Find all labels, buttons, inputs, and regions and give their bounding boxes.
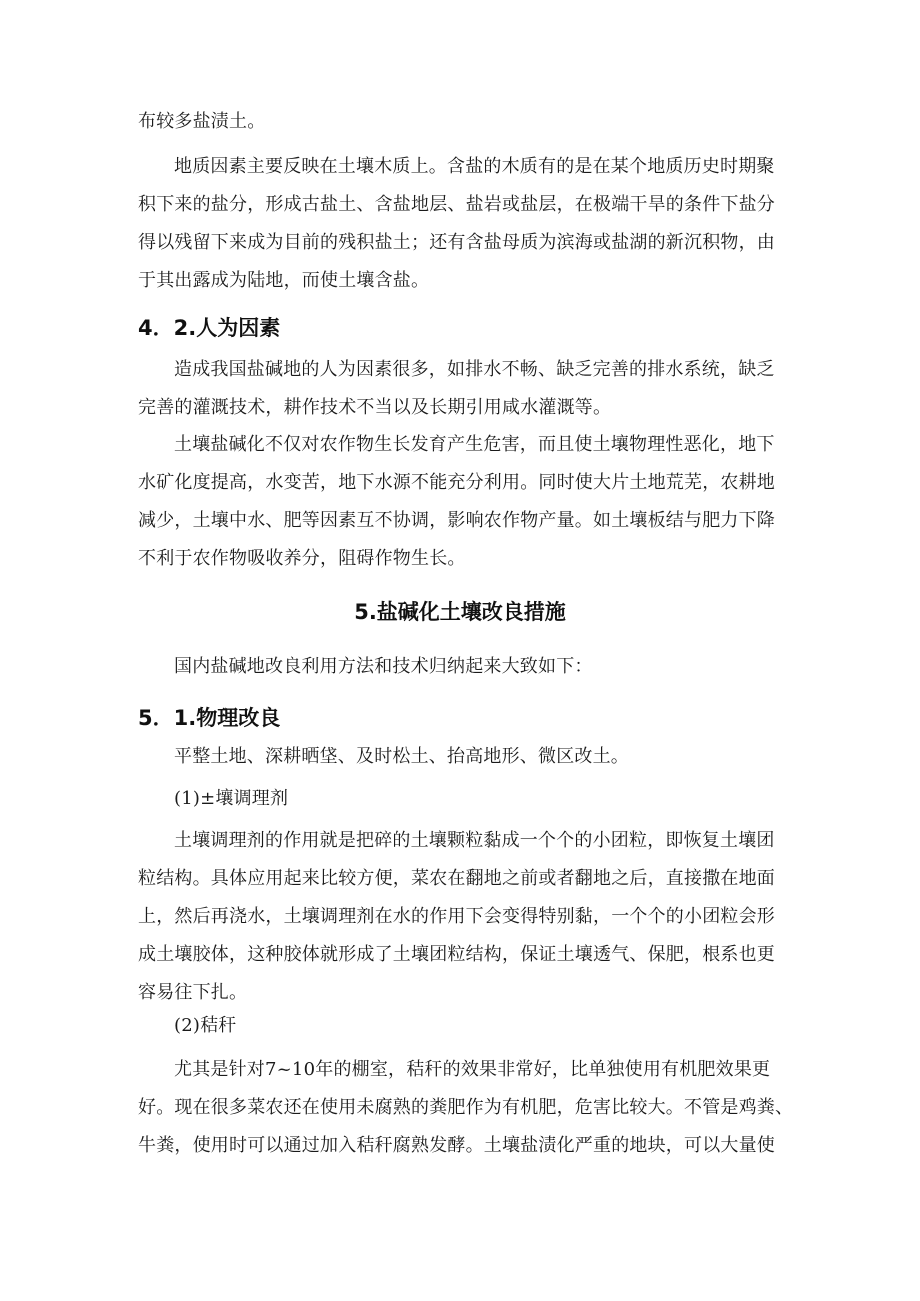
text-line: 完善的灌溉技术，耕作技术不当以及长期引用咸水灌溉等。: [138, 397, 612, 418]
text-line: 尤其是针对7~10年的棚室，秸秆的效果非常好，比单独使用有机肥效果更: [174, 1059, 771, 1080]
text-line: (1)±壤调理剂: [174, 788, 289, 809]
text-line: 得以残留下来成为目前的残积盐土；还有含盐母质为滨海或盐湖的新沉积物，由: [138, 232, 775, 253]
paragraph-intro: [138, 653, 782, 681]
text-line: 水矿化度提高，水变苦，地下水源不能充分利用。同时使大片土地荒芜，农耕地: [138, 472, 775, 493]
text-line: 于其出露成为陆地，而使土壤含盐。: [138, 270, 430, 291]
text-line: 粒结构。具体应用起来比较方便，菜农在翻地之前或者翻地之后，直接撒在地面: [138, 868, 775, 889]
text-line: 造成我国盐碱地的人为因素很多，如排水不畅、缺乏完善的排水系统，缺乏: [174, 359, 775, 380]
text-line: (2)秸秆: [174, 1015, 237, 1036]
paragraph-human-factors: [138, 351, 782, 427]
paragraph-soil-conditioner: [138, 822, 782, 1012]
text-line: 容易往下扎。: [138, 982, 248, 1003]
heading-physical-improvement: 5．1.物理改良: [138, 706, 281, 730]
text-line: 布较多盐渍土。: [138, 111, 266, 132]
text-line: 好。现在很多菜农还在使用未腐熟的粪肥作为有机肥，危害比较大。不管是鸡粪、: [138, 1097, 794, 1118]
paragraph-physical-methods: [138, 743, 782, 771]
paragraph-salinization-effects: [138, 426, 782, 578]
subheading-soil-conditioner: [138, 785, 782, 813]
paragraph-geology: [138, 148, 782, 300]
section-heading-5-1: [138, 703, 782, 733]
heading-improvement-measures: 5.盐碱化土壤改良措施: [354, 600, 566, 624]
text-line: 国内盐碱地改良利用方法和技术归纳起来大致如下：: [174, 656, 593, 677]
section-heading-5: [138, 597, 782, 627]
text-line: 成土壤胶体，这种胶体就形成了土壤团粒结构，保证土壤透气、保肥，根系也更: [138, 944, 775, 965]
text-line: 地质因素主要反映在土壤木质上。含盐的木质有的是在某个地质历史时期聚: [174, 156, 775, 177]
section-heading-4-2: [138, 313, 782, 343]
text-line: 不利于农作物吸收养分，阻碍作物生长。: [138, 548, 466, 569]
text-line: 牛粪，使用时可以通过加入秸秆腐熟发酵。土壤盐渍化严重的地块，可以大量使: [138, 1135, 775, 1156]
text-line: 积下来的盐分，形成古盐土、含盐地层、盐岩或盐层，在极端干旱的条件下盐分: [138, 194, 775, 215]
subheading-straw: [138, 1012, 782, 1040]
paragraph-straw: [138, 1051, 794, 1165]
text-line: 平整土地、深耕晒垡、及时松土、抬高地形、微区改土。: [174, 746, 629, 767]
text-line: 减少，土壤中水、肥等因素互不协调，影响农作物产量。如土壤板结与肥力下降: [138, 510, 775, 531]
text-line: 上，然后再浇水，土壤调理剂在水的作用下会变得特别黏，一个个的小团粒会形: [138, 906, 775, 927]
text-line: 土壤调理剂的作用就是把碎的土壤颗粒黏成一个个的小团粒，即恢复土壤团: [174, 830, 775, 851]
text-line: 土壤盐碱化不仅对农作物生长发育产生危害，而且使土壤物理性恶化，地下: [174, 434, 775, 455]
paragraph-continuation: [138, 108, 782, 136]
heading-human-factors: 4．2.人为因素: [138, 316, 281, 340]
